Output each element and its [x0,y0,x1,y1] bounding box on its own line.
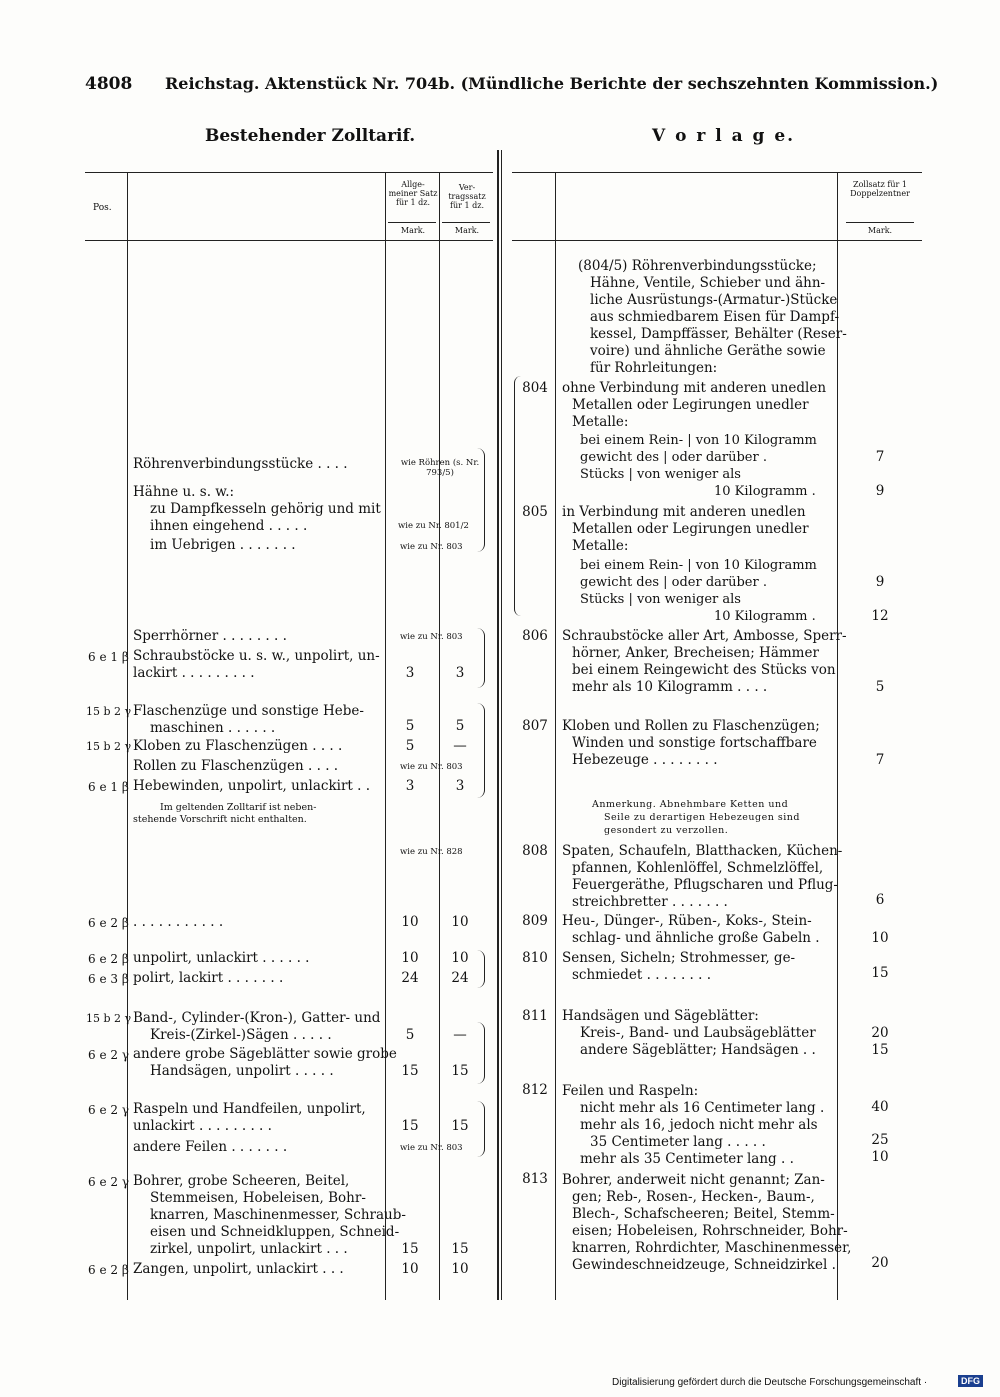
right-row-rate: 20 [871,1025,889,1041]
right-row-text: Sensen, Sicheln; Strohmesser, ge- [562,950,796,966]
left-row-text: Kloben zu Flaschenzügen . . . . [133,738,343,754]
left-note: Im geltenden Zolltarif ist neben- [160,802,317,813]
left-note: stehende Vorschrift nicht enthalten. [133,814,307,825]
left-row-allg: 15 [401,1241,419,1257]
left-allg-rule [385,172,386,1300]
right-row-text: Blech-, Schafscheeren; Beitel, Stemm- [572,1206,835,1222]
left-row-vertr: — [453,1027,467,1043]
left-row-vertr: — [453,738,467,754]
left-row-pos: 15 b 2 γ [86,740,132,753]
left-row-text: Zangen, unpolirt, unlackirt . . . [133,1261,344,1277]
footer-credit: Digitalisierung gefördert durch die Deutsche Forschungsgemeinschaft · [612,1377,928,1388]
left-row-ref: wie zu Nr. 803 [400,632,463,642]
right-row-text: Stücks | von weniger als [580,467,741,482]
col-rate-header: Zollsatz für 1 Doppelzentner [850,180,910,198]
right-row-text: Gewindeschneidzeuge, Schneidzirkel . [572,1257,836,1273]
right-row-text: Spaten, Schaufeln, Blatthacken, Küchen- [562,843,843,859]
left-row-ref: wie zu Nr. 801/2 [398,521,469,531]
left-row-ref: wie zu Nr. 803 [400,1143,463,1153]
left-row-text: polirt, lackirt . . . . . . . [133,970,284,986]
right-row-text: Hebezeuge . . . . . . . . [572,752,718,768]
right-title: V o r l a g e. [652,126,796,146]
brace [476,628,485,688]
right-row-rate: 15 [871,965,889,981]
brace [476,1101,485,1157]
right-row-rate: 7 [875,449,885,465]
brace [476,950,485,988]
left-row-text: ihnen eingehend . . . . . [150,518,308,534]
left-row-vertr: 15 [451,1118,469,1134]
left-row-allg: 3 [405,665,415,681]
left-row-vertr: 3 [455,778,465,794]
right-row-nr: 811 [522,1008,548,1024]
left-row-text: . . . . . . . . . . . [133,914,224,930]
left-row-pos: 6 e 2 β [88,916,129,930]
right-row-rate: 7 [875,752,885,768]
left-row-text: eisen und Schneidkluppen, Schneid- [150,1224,400,1240]
left-row-allg: 5 [405,1027,415,1043]
unit-vertr: Mark. [454,226,480,235]
rate-unit-rule [846,222,914,223]
right-row-rate: 10 [871,1149,889,1165]
right-top-rule [512,172,922,173]
right-row-text: hörner, Anker, Brecheisen; Hämmer [572,645,819,661]
right-row-nr: 804 [522,380,548,396]
left-row-text: zu Dampfkesseln gehörig und mit [150,501,381,517]
right-note: gesondert zu verzollen. [604,825,729,836]
right-row-text: (804/5) Röhrenverbindungsstücke; [578,258,817,274]
right-row-rate: 9 [875,574,885,590]
left-row-text: lackirt . . . . . . . . . [133,665,255,681]
left-row-text: Hebewinden, unpolirt, unlackirt . . [133,778,370,794]
left-row-pos: 15 b 2 γ [86,705,132,718]
right-row-text: mehr als 35 Centimeter lang . . [580,1151,794,1167]
right-row-text: kessel, Dampffässer, Behälter (Reser- [590,326,847,342]
right-row-text: nicht mehr als 16 Centimeter lang . [580,1100,825,1116]
right-row-rate: 40 [871,1099,889,1115]
left-row-text: Raspeln und Handfeilen, unpolirt, [133,1101,366,1117]
right-row-text: 10 Kilogramm . [714,484,816,499]
left-vertr-rule [439,172,440,1300]
left-row-text: Hähne u. s. w.: [133,484,235,500]
right-nr-rule [555,172,556,1300]
right-row-text: in Verbindung mit anderen unedlen [562,504,806,520]
right-row-text: Kreis-, Band- und Laubsägeblätter [580,1025,816,1041]
right-row-rate: 10 [871,930,889,946]
left-row-allg: 15 [401,1063,419,1079]
page-number: 4808 [85,74,133,94]
left-row-text: Sperrhörner . . . . . . . . [133,628,287,644]
left-row-text: Stemmeisen, Hobeleisen, Bohr- [150,1190,366,1206]
right-row-text: Schraubstöcke aller Art, Ambosse, Sperr- [562,628,847,644]
right-row-text: gewicht des | oder darüber . [580,575,767,590]
right-note: Seile zu derartigen Hebezeugen sind [604,812,800,823]
right-row-text: Metallen oder Legirungen unedler [572,521,809,537]
right-row-text: eisen; Hobeleisen, Rohrschneider, Bohr- [572,1223,848,1239]
left-row-text: zirkel, unpolirt, unlackirt . . . [150,1241,348,1257]
left-row-pos: 15 b 2 γ [86,1012,132,1025]
left-row-text: Bohrer, grobe Scheeren, Beitel, [133,1173,350,1189]
right-row-text: bei einem Rein- | von 10 Kilogramm [580,558,817,573]
right-row-nr: 807 [522,718,548,734]
right-head-rule [512,240,922,241]
allg-unit-rule [388,222,436,223]
right-row-text: gewicht des | oder darüber . [580,450,767,465]
right-row-text: streichbretter . . . . . . . [572,894,728,910]
left-top-rule [85,172,493,173]
center-divider-2 [501,150,502,1300]
left-row-text: andere grobe Sägeblätter sowie grobe [133,1046,397,1062]
right-row-text: Handsägen und Sägeblätter: [562,1008,759,1024]
left-row-vertr: 10 [451,950,469,966]
right-row-nr: 810 [522,950,548,966]
left-row-text: Handsägen, unpolirt . . . . . [150,1063,334,1079]
col-allg-header: Allge-meiner Satz für 1 dz. [388,180,438,207]
left-row-ref: wie zu Nr. 803 [400,762,463,772]
right-row-nr: 812 [522,1082,548,1098]
unit-allg: Mark. [400,226,426,235]
right-row-rate: 15 [871,1042,889,1058]
running-title: Reichstag. Aktenstück Nr. 704b. (Mündliche Berichte der sechszehnten Kommission.) [165,74,939,93]
right-row-text: Heu-, Dünger-, Rüben-, Koks-, Stein- [562,913,812,929]
left-row-vertr: 3 [455,665,465,681]
right-row-rate: 5 [875,679,885,695]
right-row-text: Hähne, Ventile, Schieber und ähn- [590,275,826,291]
left-row-text: im Uebrigen . . . . . . . [150,537,296,553]
right-row-rate: 20 [871,1255,889,1271]
left-row-ref: wie zu Nr. 828 [400,847,463,857]
left-row-text: Band-, Cylinder-(Kron-), Gatter- und [133,1010,381,1026]
right-row-text: ohne Verbindung mit anderen unedlen [562,380,827,396]
right-row-nr: 809 [522,913,548,929]
left-row-pos: 6 e 1 β [88,650,129,664]
brace [476,448,485,552]
center-divider [497,150,499,1300]
right-row-text: Metallen oder Legirungen unedler [572,397,809,413]
left-row-pos: 6 e 2 γ [88,1048,129,1062]
left-row-allg: 24 [401,970,419,986]
right-row-text: Metalle: [572,414,629,430]
right-row-nr: 808 [522,843,548,859]
left-pos-rule [127,172,128,1300]
left-row-pos: 6 e 2 β [88,952,129,966]
left-row-text: Kreis-(Zirkel-)Sägen . . . . . [150,1027,332,1043]
left-row-text: Röhrenverbindungsstücke . . . . [133,456,348,472]
right-row-rate: 25 [871,1132,889,1148]
right-row-text: Feilen und Raspeln: [562,1083,699,1099]
right-row-text: für Rohrleitungen: [590,360,718,376]
left-row-text: unlackirt . . . . . . . . . [133,1118,272,1134]
left-row-pos: 6 e 2 γ [88,1103,129,1117]
right-row-text: 35 Centimeter lang . . . . . [590,1134,766,1150]
left-row-ref: wie zu Nr. 803 [400,542,463,552]
right-row-nr: 813 [522,1171,548,1187]
right-note: Anmerkung. Abnehmbare Ketten und [592,799,789,810]
col-pos-header: Pos. [93,203,112,213]
left-row-allg: 15 [401,1118,419,1134]
dfg-logo: DFG [958,1375,983,1387]
left-row-allg: 10 [401,914,419,930]
left-row-text: Rollen zu Flaschenzügen . . . . [133,758,339,774]
left-row-pos: 6 e 1 β [88,780,129,794]
left-row-allg: 3 [405,778,415,794]
left-row-allg: 10 [401,1261,419,1277]
right-row-text: mehr als 10 Kilogramm . . . . [572,679,768,695]
right-row-text: gen; Reb-, Rosen-, Hecken-, Baum-, [572,1189,815,1205]
left-row-vertr: 5 [455,718,465,734]
brace [476,1022,485,1084]
right-row-rate: 12 [871,608,889,624]
right-row-text: voire) und ähnliche Geräthe sowie [590,343,826,359]
vertr-unit-rule [442,222,490,223]
left-row-text: unpolirt, unlackirt . . . . . . [133,950,310,966]
right-row-text: schmiedet . . . . . . . . [572,967,712,983]
left-row-allg: 10 [401,950,419,966]
right-row-text: liche Ausrüstungs-(Armatur-)Stücke [590,292,838,308]
right-row-text: schlag- und ähnliche große Gabeln . [572,930,820,946]
left-row-text: Flaschenzüge und sonstige Hebe- [133,703,364,719]
right-row-rate: 6 [875,892,885,908]
left-row-ref: wie Röhren (s. Nr. 793/5) [400,458,480,478]
left-row-text: maschinen . . . . . . [150,720,276,736]
right-row-text: bei einem Rein- | von 10 Kilogramm [580,433,817,448]
left-row-pos: 6 e 2 β [88,1263,129,1277]
left-row-vertr: 15 [451,1241,469,1257]
left-row-allg: 5 [405,738,415,754]
left-row-text: knarren, Maschinenmesser, Schraub- [150,1207,406,1223]
left-row-text: andere Feilen . . . . . . . [133,1139,288,1155]
right-row-text: Stücks | von weniger als [580,592,741,607]
right-row-text: Metalle: [572,538,629,554]
left-title: Bestehender Zolltarif. [205,126,416,146]
left-row-vertr: 24 [451,970,469,986]
right-row-nr: 805 [522,504,548,520]
brace [476,703,485,798]
right-row-text: knarren, Rohrdichter, Maschinenmesser, [572,1240,852,1256]
col-vertr-header: Ver-tragssatz für 1 dz. [448,183,486,210]
left-row-pos: 6 e 3 β [88,972,129,986]
left-row-vertr: 10 [451,914,469,930]
right-row-text: mehr als 16, jedoch nicht mehr als [580,1117,818,1133]
right-row-text: Bohrer, anderweit nicht genannt; Zan- [562,1172,825,1188]
right-row-text: andere Sägeblätter; Handsägen . . [580,1042,816,1058]
right-row-text: bei einem Reingewicht des Stücks von [572,662,836,678]
left-row-vertr: 10 [451,1261,469,1277]
right-row-rate: 9 [875,483,885,499]
right-row-text: Feuergeräthe, Pflugscharen und Pflug- [572,877,838,893]
left-row-allg: 5 [405,718,415,734]
right-row-nr: 806 [522,628,548,644]
right-row-text: Winden und sonstige fortschaffbare [572,735,817,751]
left-head-rule [85,240,493,241]
right-row-text: Kloben und Rollen zu Flaschenzügen; [562,718,820,734]
brace [514,376,521,616]
right-row-text: 10 Kilogramm . [714,609,816,624]
unit-rate: Mark. [867,226,893,235]
left-row-pos: 6 e 2 γ [88,1175,129,1189]
right-row-text: aus schmiedbarem Eisen für Dampf- [590,309,840,325]
left-row-text: Schraubstöcke u. s. w., unpolirt, un- [133,648,380,664]
right-row-text: pfannen, Kohlenlöffel, Schmelzlöffel, [572,860,824,876]
left-row-vertr: 15 [451,1063,469,1079]
